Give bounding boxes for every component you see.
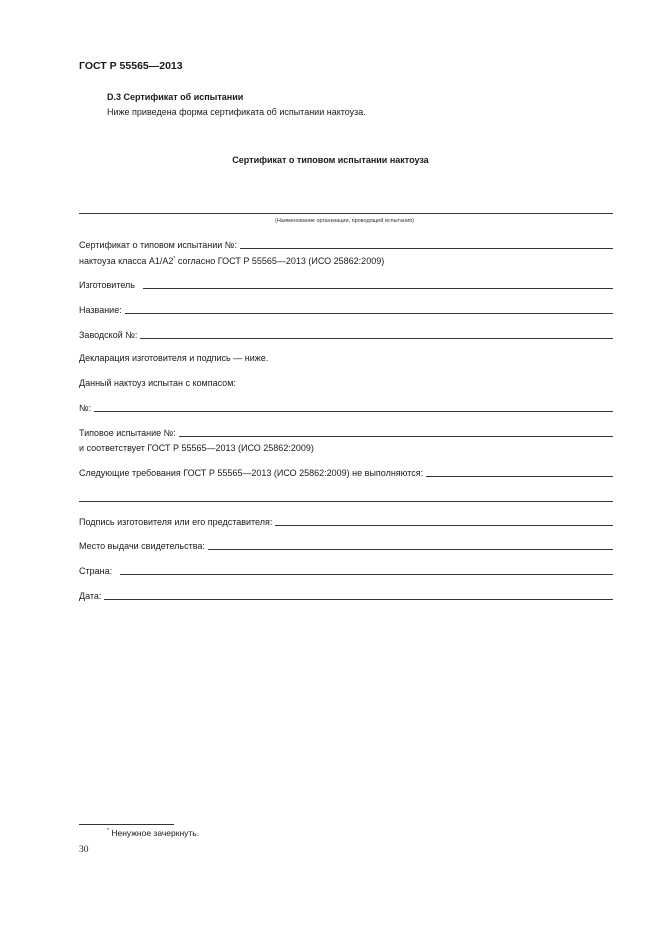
date-fill-line	[104, 599, 613, 600]
cert-number-label: Сертификат о типовом испытании №:	[79, 240, 237, 250]
organization-caption: (Наименование организации, проводящей испытания)	[275, 218, 414, 224]
manufacturer-row	[79, 281, 613, 290]
section-intro: Ниже приведена форма сертификата об испытании нактоуза.	[107, 107, 366, 117]
serial-fill-line	[140, 338, 613, 339]
not-met-fill-line-2	[79, 501, 613, 502]
manufacturer-fill-line	[143, 288, 613, 289]
type-test-fill-line	[179, 436, 613, 437]
name-fill-line	[125, 313, 613, 314]
serial-row	[79, 331, 613, 340]
certificate-title: Сертификат о типовом испытании нактоуза	[232, 155, 429, 165]
manufacturer-label: Изготовитель	[79, 280, 135, 290]
not-met-row	[79, 469, 613, 478]
footnote-mark: *	[107, 828, 109, 834]
section-title: D.3 Сертификат об испытании	[107, 92, 244, 102]
country-label: Страна:	[79, 566, 113, 576]
compass-number-row	[79, 404, 613, 413]
footnote-rule	[79, 824, 174, 825]
declaration-text: Декларация изготовителя и подпись — ниже.	[79, 353, 269, 363]
signature-label: Подпись изготовителя или его представителя:	[79, 517, 273, 527]
compass-number-label: №:	[79, 403, 92, 413]
date-row	[79, 592, 613, 601]
document-header: ГОСТ Р 55565—2013	[79, 60, 183, 72]
cert-number-row	[79, 241, 613, 250]
name-row	[79, 306, 613, 315]
compass-number-fill-line	[94, 411, 613, 412]
place-row	[79, 542, 613, 551]
not-met-fill-line	[426, 476, 613, 477]
class-label: нактоуза класса А1/А2	[79, 256, 174, 266]
cert-number-fill-line	[240, 248, 613, 249]
signature-fill-line	[275, 525, 613, 526]
organization-fill-line	[79, 213, 613, 214]
date-label: Дата:	[79, 591, 102, 601]
country-row	[79, 567, 613, 576]
serial-label: Заводской №:	[79, 330, 138, 340]
signature-row	[79, 518, 613, 527]
page-number: 30	[79, 845, 89, 855]
class-standard: согласно ГОСТ Р 55565—2013 (ИСО 25862:2009)	[175, 256, 385, 266]
type-test-row	[79, 429, 613, 438]
name-label: Название:	[79, 305, 122, 315]
country-fill-line	[120, 574, 613, 575]
place-fill-line	[208, 549, 613, 550]
class-footnote-mark: *	[173, 256, 176, 262]
not-met-label: Следующие требования ГОСТ Р 55565—2013 (ИСО 25862:2009) не выполняются:	[79, 468, 424, 478]
place-label: Место выдачи свидетельства:	[79, 541, 205, 551]
footnote	[107, 829, 199, 838]
tested-with-text: Данный нактоуз испытан с компасом:	[79, 378, 236, 388]
type-test-label: Типовое испытание №:	[79, 428, 176, 438]
footnote-text: Ненужное зачеркнуть.	[111, 828, 200, 838]
class-line	[79, 257, 384, 266]
complies-text: и соответствует ГОСТ Р 55565—2013 (ИСО 25862:2009)	[79, 443, 314, 453]
